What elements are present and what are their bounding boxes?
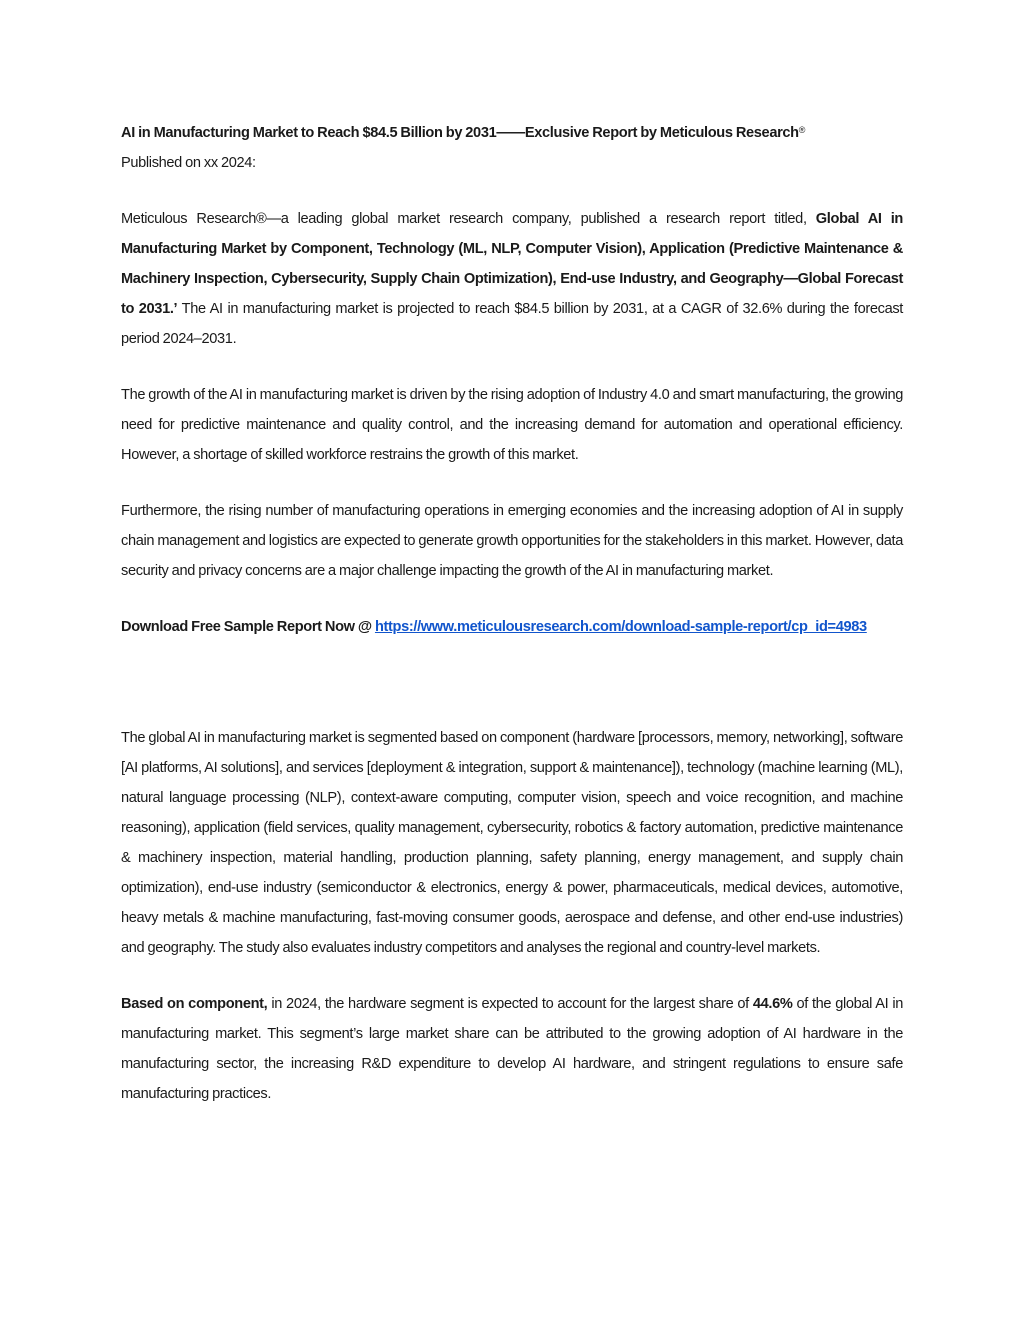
intro-paragraph <box>121 204 903 354</box>
hardware-share-value: 44.6% <box>752 996 793 1012</box>
download-sample-link[interactable]: https://www.meticulousresearch.com/download-sample-report/cp_id=4983 <box>374 619 867 635</box>
component-paragraph <box>121 989 903 1109</box>
report-headline <box>121 118 903 148</box>
intro-rest-text: The AI in manufacturing market is projected to reach $84.5 billion by 2031, at a CAGR of 32.6% during the forecast period 2024–2031. <box>121 301 903 347</box>
report-headline-text: AI in Manufacturing Market to Reach $84.5 Billion by 2031——Exclusive Report by Meticulous Research <box>121 125 799 141</box>
report-title: Global AI in Manufacturing Market by Component, Technology (ML, NLP, Computer Vision), Application (Predictive Maintenance & Machinery Inspection, Cybersecurity, Supply Chain Optimization), End-use Industry, and Geography—Global Forecast to 2031.’ <box>121 211 903 317</box>
opportunities-paragraph: Furthermore, the rising number of manufacturing operations in emerging economies and the increasing adoption of AI in supply chain management and logistics are expected to generate growth opportunities for the stakeholders in this market. However, data security and privacy concerns are a major challenge impacting the growth of the AI in manufacturing market. <box>121 503 903 579</box>
registered-mark: ® <box>798 125 806 135</box>
segmentation-paragraph: The global AI in manufacturing market is segmented based on component (hardware [processors, memory, networking], software [AI platforms, AI solutions], and services [deployment & integration, support & maintenance]), technology (machine learning (ML), natural language processing (NLP), context-aware computing, computer vision, speech and voice recognition, and machine reasoning), application (field services, quality management, cybersecurity, robotics & factory automation, predictive maintenance & machinery inspection, material handling, production planning, safety planning, energy management, and supply chain optimization), end-use industry (semiconductor & electronics, energy & power, pharmaceuticals, medical devices, automotive, heavy metals & machine manufacturing, fast-moving consumer goods, aerospace and defense, and other end-use industries) and geography. The study also evaluates industry competitors and analyses the regional and country-level markets. <box>121 730 903 956</box>
document-body <box>121 118 903 1109</box>
published-date: Published on xx 2024: <box>121 155 256 171</box>
component-text-2: of the global AI in manufacturing market. This segment’s large market share can be attributed to the growing adoption of AI hardware in the manufacturing sector, the increasing R&D expenditure to develop AI hardware, and stringent regulations to ensure safe manufacturing practices. <box>121 996 903 1102</box>
download-label: Download Free Sample Report Now @ <box>121 619 375 635</box>
component-text-1: in 2024, the hardware segment is expected to account for the largest share of <box>267 996 753 1012</box>
intro-lead-text: Meticulous Research®—a leading global market research company, published a research report titled, <box>121 211 816 227</box>
component-lead: Based on component, <box>121 996 268 1012</box>
download-sample-line <box>121 612 903 642</box>
growth-paragraph: The growth of the AI in manufacturing market is driven by the rising adoption of Industry 4.0 and smart manufacturing, the growing need for predictive maintenance and quality control, and the increasing demand for automation and operational efficiency. However, a shortage of skilled workforce restrains the growth of this market. <box>121 387 903 463</box>
